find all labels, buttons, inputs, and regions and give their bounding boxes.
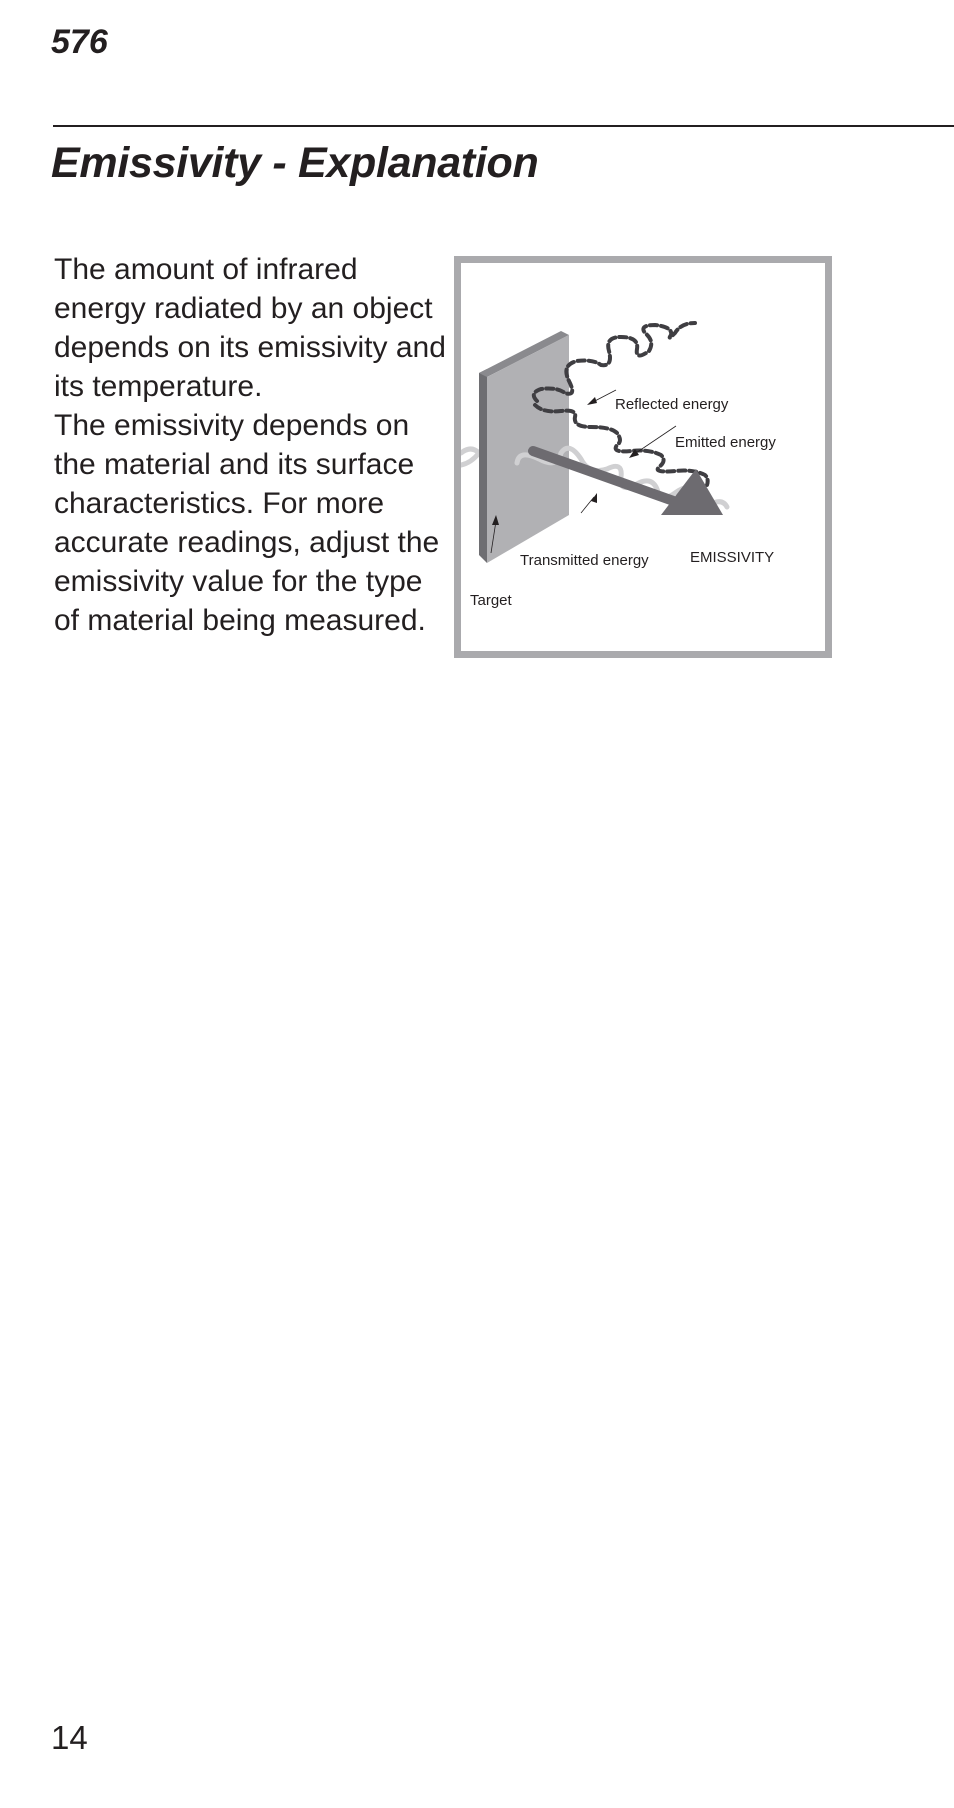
- transmitted-wave-left: [461, 449, 479, 465]
- page-title: Emissivity - Explanation: [51, 139, 539, 187]
- label-target: Target: [470, 592, 512, 609]
- emissivity-arrow-head: [661, 469, 723, 515]
- body-text: [54, 250, 454, 640]
- model-number: 576: [51, 23, 108, 61]
- paragraph-emissivity-material: The emissivity depends on the material and its surface characteristics. For more accurate readings, adjust the emissivity value for the type of material being measured.: [54, 409, 440, 637]
- emissivity-diagram: [461, 263, 825, 651]
- target-edge-left: [479, 369, 487, 563]
- transmitted-leader: [581, 497, 594, 513]
- page-number: 14: [51, 1719, 88, 1756]
- emissivity-figure: [454, 256, 832, 658]
- emitted-leader: [633, 426, 676, 455]
- paragraph-infrared-energy: The amount of infrared energy radiated by an object depends on its emissivity and its temperature.: [54, 253, 446, 403]
- label-transmitted-energy: Transmitted energy: [520, 552, 649, 569]
- reflected-leader-arrow: [587, 397, 597, 405]
- header-rule: [53, 125, 954, 127]
- label-reflected-energy: Reflected energy: [615, 396, 729, 413]
- transmitted-leader-arrow: [591, 493, 597, 503]
- label-emitted-energy: Emitted energy: [675, 434, 776, 451]
- label-emissivity: EMISSIVITY: [690, 549, 775, 566]
